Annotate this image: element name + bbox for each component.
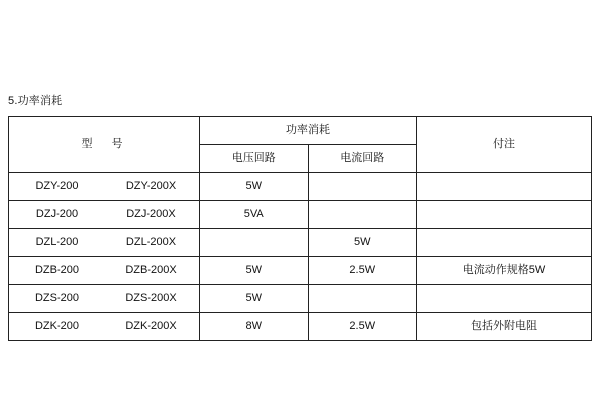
cell-note: 电流动作规格5W <box>417 257 592 285</box>
table-row <box>9 201 592 229</box>
cell-current: 2.5W <box>308 313 417 341</box>
model-code-primary: DZK-200 <box>34 320 80 333</box>
table-row <box>9 313 592 341</box>
model-code-secondary: DZK-200X <box>125 320 177 333</box>
cell-note <box>417 201 592 229</box>
cell-current: 2.5W <box>308 257 417 285</box>
cell-model <box>9 229 200 257</box>
cell-current <box>308 201 417 229</box>
cell-current <box>308 173 417 201</box>
table-row <box>9 257 592 285</box>
table-header-row-1 <box>9 117 592 145</box>
cell-voltage: 5W <box>200 257 309 285</box>
model-code-primary: DZS-200 <box>34 292 80 305</box>
cell-current: 5W <box>308 229 417 257</box>
cell-voltage: 5W <box>200 285 309 313</box>
header-cell-model <box>9 117 200 173</box>
cell-note: 包括外附电阻 <box>417 313 592 341</box>
model-code-secondary: DZY-200X <box>125 180 177 193</box>
cell-note <box>417 285 592 313</box>
cell-model <box>9 201 200 229</box>
header-cell-note: 付注 <box>417 117 592 173</box>
model-code-primary: DZJ-200 <box>35 208 79 221</box>
table-row <box>9 285 592 313</box>
cell-model <box>9 173 200 201</box>
cell-model <box>9 257 200 285</box>
model-code-secondary: DZS-200X <box>125 292 177 305</box>
table-row <box>9 173 592 201</box>
header-cell-power-group: 功率消耗 <box>200 117 417 145</box>
power-consumption-table <box>8 116 592 341</box>
cell-voltage <box>200 229 309 257</box>
cell-note <box>417 229 592 257</box>
model-code-primary: DZL-200 <box>35 236 79 249</box>
cell-note <box>417 173 592 201</box>
model-code-primary: DZY-200 <box>35 180 79 193</box>
cell-voltage: 5W <box>200 173 309 201</box>
power-consumption-table-wrapper <box>8 116 592 341</box>
header-model-label: 型 号 <box>81 138 127 151</box>
model-code-secondary: DZL-200X <box>125 236 177 249</box>
cell-voltage: 5VA <box>200 201 309 229</box>
model-code-primary: DZB-200 <box>34 264 80 277</box>
model-code-secondary: DZJ-200X <box>126 208 176 221</box>
cell-current <box>308 285 417 313</box>
cell-model <box>9 285 200 313</box>
header-cell-current-circuit: 电流回路 <box>308 145 417 173</box>
section-title: 5.功率消耗 <box>8 95 63 107</box>
table-row <box>9 229 592 257</box>
header-cell-voltage-circuit: 电压回路 <box>200 145 309 173</box>
model-code-secondary: DZB-200X <box>125 264 177 277</box>
cell-voltage: 8W <box>200 313 309 341</box>
cell-model <box>9 313 200 341</box>
